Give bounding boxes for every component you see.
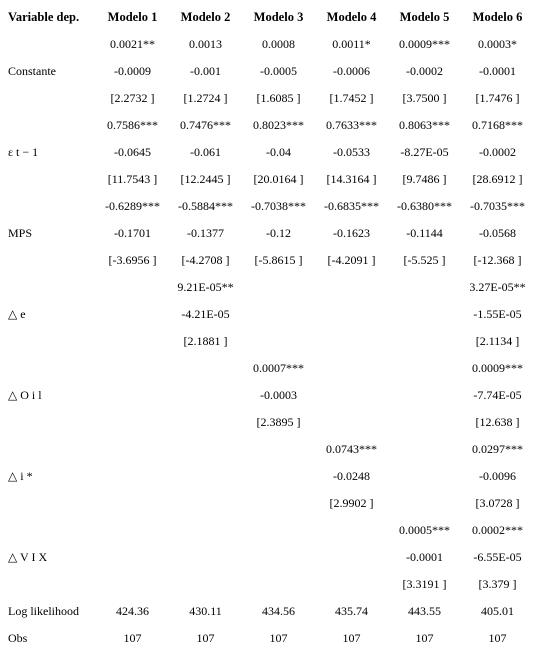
table-cell: -8.27E-05 — [400, 145, 449, 159]
row-label: Log likelihood — [8, 604, 79, 618]
table-cell: -0.1623 — [333, 226, 370, 240]
table-cell: -0.12 — [266, 226, 291, 240]
table-row — [4, 490, 534, 517]
table-cell: -0.0006 — [333, 64, 370, 78]
table-row — [4, 220, 534, 247]
row-label: MPS — [8, 226, 33, 240]
header-model-3: Modelo 3 — [253, 10, 304, 24]
table-cell — [169, 409, 242, 436]
table-cell: [2.9902 ] — [329, 496, 374, 510]
table-cell: [-5.8615 ] — [254, 253, 303, 267]
table-cell: -0.7035*** — [470, 199, 525, 213]
table-row — [4, 382, 534, 409]
table-cell — [96, 382, 169, 409]
table-cell — [315, 382, 388, 409]
table-cell: 434.56 — [262, 604, 295, 618]
table-cell: 0.7633*** — [326, 118, 377, 132]
table-cell: [-5.525 ] — [403, 253, 446, 267]
table-cell: 0.7476*** — [180, 118, 231, 132]
table-row — [4, 598, 534, 625]
table-cell: -0.6380*** — [397, 199, 452, 213]
table-cell: 107 — [488, 631, 507, 645]
header-model-6: Modelo 6 — [472, 10, 523, 24]
table-cell: 405.01 — [481, 604, 514, 618]
table-cell: -6.55E-05 — [473, 550, 522, 564]
table-cell: -0.0002 — [406, 64, 443, 78]
table-cell: 107 — [342, 631, 361, 645]
table-cell: [1.6085 ] — [256, 91, 301, 105]
table-cell: 3.27E-05** — [469, 280, 526, 294]
row-label — [4, 571, 96, 598]
table-cell — [96, 409, 169, 436]
row-label: ε t − 1 — [8, 145, 39, 159]
table-cell: 0.7168*** — [472, 118, 523, 132]
table-cell: [-12.368 ] — [473, 253, 522, 267]
header-model-5: Modelo 5 — [399, 10, 450, 24]
table-cell: 0.0003* — [478, 37, 517, 51]
table-cell — [96, 274, 169, 301]
table-cell: [3.3191 ] — [402, 577, 447, 591]
table-cell: 443.55 — [408, 604, 441, 618]
table-cell: 0.0005*** — [399, 523, 450, 537]
table-cell: -0.001 — [190, 64, 221, 78]
row-label — [4, 409, 96, 436]
table-row — [4, 58, 534, 85]
row-label: △ e — [8, 307, 26, 321]
table-body — [4, 31, 534, 652]
table-row — [4, 247, 534, 274]
table-cell: -0.061 — [190, 145, 221, 159]
table-row — [4, 328, 534, 355]
table-cell: -7.74E-05 — [473, 388, 522, 402]
row-label — [4, 274, 96, 301]
table-cell — [315, 355, 388, 382]
table-row — [4, 544, 534, 571]
row-label — [4, 436, 96, 463]
table-cell — [169, 355, 242, 382]
table-cell — [96, 355, 169, 382]
table-cell: 0.0011* — [332, 37, 371, 51]
header-model-2: Modelo 2 — [180, 10, 231, 24]
row-label — [4, 166, 96, 193]
table-cell — [388, 328, 461, 355]
table-cell: 424.36 — [116, 604, 149, 618]
table-cell: 107 — [269, 631, 288, 645]
table-cell — [242, 517, 315, 544]
table-row — [4, 31, 534, 58]
table-cell — [388, 274, 461, 301]
header-variable: Variable dep. — [8, 10, 80, 24]
table-cell — [315, 301, 388, 328]
table-cell: [2.3895 ] — [256, 415, 301, 429]
table-cell: -0.5884*** — [178, 199, 233, 213]
table-cell: [12.638 ] — [475, 415, 520, 429]
row-label — [4, 247, 96, 274]
table-cell: [14.3164 ] — [326, 172, 377, 186]
table-cell — [315, 517, 388, 544]
table-cell: 430.11 — [189, 604, 222, 618]
table-cell: [2.1881 ] — [183, 334, 228, 348]
table-row — [4, 463, 534, 490]
table-cell: -0.0009 — [114, 64, 151, 78]
table-cell — [315, 409, 388, 436]
table-cell: -0.0533 — [333, 145, 370, 159]
table-cell — [169, 463, 242, 490]
table-cell: [3.0728 ] — [475, 496, 520, 510]
table-row — [4, 625, 534, 652]
table-cell — [169, 382, 242, 409]
table-cell: -0.6289*** — [105, 199, 160, 213]
table-cell: [20.0164 ] — [253, 172, 304, 186]
table-cell: 0.0013 — [189, 37, 222, 51]
table-cell — [169, 436, 242, 463]
table-cell: 0.0297*** — [472, 442, 523, 456]
table-cell: [28.6912 ] — [472, 172, 523, 186]
table-cell: 0.8063*** — [399, 118, 450, 132]
table-cell: -0.1144 — [406, 226, 443, 240]
row-label — [4, 328, 96, 355]
table-cell: [1.7452 ] — [329, 91, 374, 105]
table-cell: -0.6835*** — [324, 199, 379, 213]
table-cell — [388, 382, 461, 409]
table-cell — [315, 544, 388, 571]
table-cell — [242, 463, 315, 490]
row-label — [4, 355, 96, 382]
table-cell: [3.379 ] — [478, 577, 517, 591]
table-cell: 0.8023*** — [253, 118, 304, 132]
table-cell: -0.0568 — [479, 226, 516, 240]
table-cell: 0.0009*** — [399, 37, 450, 51]
header-model-1: Modelo 1 — [107, 10, 158, 24]
row-label — [4, 193, 96, 220]
table-cell — [388, 355, 461, 382]
table-cell — [315, 328, 388, 355]
table-cell: -0.0003 — [260, 388, 297, 402]
table-cell — [242, 301, 315, 328]
row-label: Constante — [8, 64, 56, 78]
row-label: △ i * — [8, 469, 33, 483]
row-label — [4, 517, 96, 544]
table-cell — [242, 490, 315, 517]
header-model-4: Modelo 4 — [326, 10, 377, 24]
table-cell — [315, 274, 388, 301]
table-cell: -0.0248 — [333, 469, 370, 483]
table-cell: 0.7586*** — [107, 118, 158, 132]
table-cell: -4.21E-05 — [181, 307, 230, 321]
table-row — [4, 409, 534, 436]
table-row — [4, 301, 534, 328]
table-cell: 107 — [123, 631, 142, 645]
table-cell — [169, 544, 242, 571]
table-cell: 0.0009*** — [472, 361, 523, 375]
table-cell — [96, 544, 169, 571]
header-row — [4, 4, 534, 31]
table-cell — [169, 571, 242, 598]
table-cell — [96, 517, 169, 544]
table-cell: 435.74 — [335, 604, 368, 618]
table-cell: [1.7476 ] — [475, 91, 520, 105]
row-label — [4, 112, 96, 139]
row-label: △ O i l — [8, 388, 42, 402]
table-row — [4, 571, 534, 598]
table-cell: [-4.2091 ] — [327, 253, 376, 267]
table-cell: -0.0002 — [479, 145, 516, 159]
table-cell — [242, 328, 315, 355]
table-cell — [388, 463, 461, 490]
table-cell — [388, 301, 461, 328]
table-cell — [242, 544, 315, 571]
table-row — [4, 166, 534, 193]
table-cell — [388, 409, 461, 436]
table-cell: 9.21E-05** — [177, 280, 234, 294]
table-row — [4, 139, 534, 166]
table-cell: -0.04 — [266, 145, 291, 159]
table-cell: [9.7486 ] — [402, 172, 447, 186]
table-cell: -0.1377 — [187, 226, 224, 240]
table-cell — [242, 436, 315, 463]
table-cell: [12.2445 ] — [180, 172, 231, 186]
table-cell: -0.7038*** — [251, 199, 306, 213]
table-cell — [96, 328, 169, 355]
table-cell: 0.0743*** — [326, 442, 377, 456]
table-row — [4, 112, 534, 139]
table-cell: [1.2724 ] — [183, 91, 228, 105]
table-cell: -0.1701 — [114, 226, 151, 240]
table-cell: -0.0096 — [479, 469, 516, 483]
table-row — [4, 85, 534, 112]
table-cell: 0.0007*** — [253, 361, 304, 375]
table-cell: -1.55E-05 — [473, 307, 522, 321]
table-cell: -0.0001 — [479, 64, 516, 78]
table-cell — [169, 517, 242, 544]
table-cell — [96, 490, 169, 517]
table-cell: [3.7500 ] — [402, 91, 447, 105]
table-header — [4, 4, 534, 31]
table-cell: 107 — [196, 631, 215, 645]
table-cell: 0.0002*** — [472, 523, 523, 537]
table-row — [4, 436, 534, 463]
table-row — [4, 517, 534, 544]
table-row — [4, 193, 534, 220]
table-cell — [96, 571, 169, 598]
table-cell — [242, 274, 315, 301]
row-label — [4, 31, 96, 58]
table-cell: 0.0021** — [110, 37, 155, 51]
row-label: △ V I X — [8, 550, 48, 564]
table-cell — [242, 571, 315, 598]
table-cell — [315, 571, 388, 598]
table-cell: [11.7543 ] — [107, 172, 158, 186]
row-label — [4, 490, 96, 517]
table-cell: [2.2732 ] — [110, 91, 155, 105]
regression-results-table — [4, 4, 534, 652]
table-cell: 0.0008 — [262, 37, 295, 51]
table-row — [4, 274, 534, 301]
table-cell — [388, 436, 461, 463]
table-cell: 107 — [415, 631, 434, 645]
table-cell — [96, 301, 169, 328]
table-cell: [2.1134 ] — [475, 334, 520, 348]
table-cell: -0.0005 — [260, 64, 297, 78]
table-cell: [-4.2708 ] — [181, 253, 230, 267]
table-cell — [169, 490, 242, 517]
table-cell — [96, 463, 169, 490]
table-row — [4, 355, 534, 382]
table-cell: [-3.6956 ] — [108, 253, 157, 267]
table-cell: -0.0001 — [406, 550, 443, 564]
table-cell: -0.0645 — [114, 145, 151, 159]
row-label — [4, 85, 96, 112]
row-label: Obs — [8, 631, 28, 645]
table-cell — [96, 436, 169, 463]
table-cell — [388, 490, 461, 517]
